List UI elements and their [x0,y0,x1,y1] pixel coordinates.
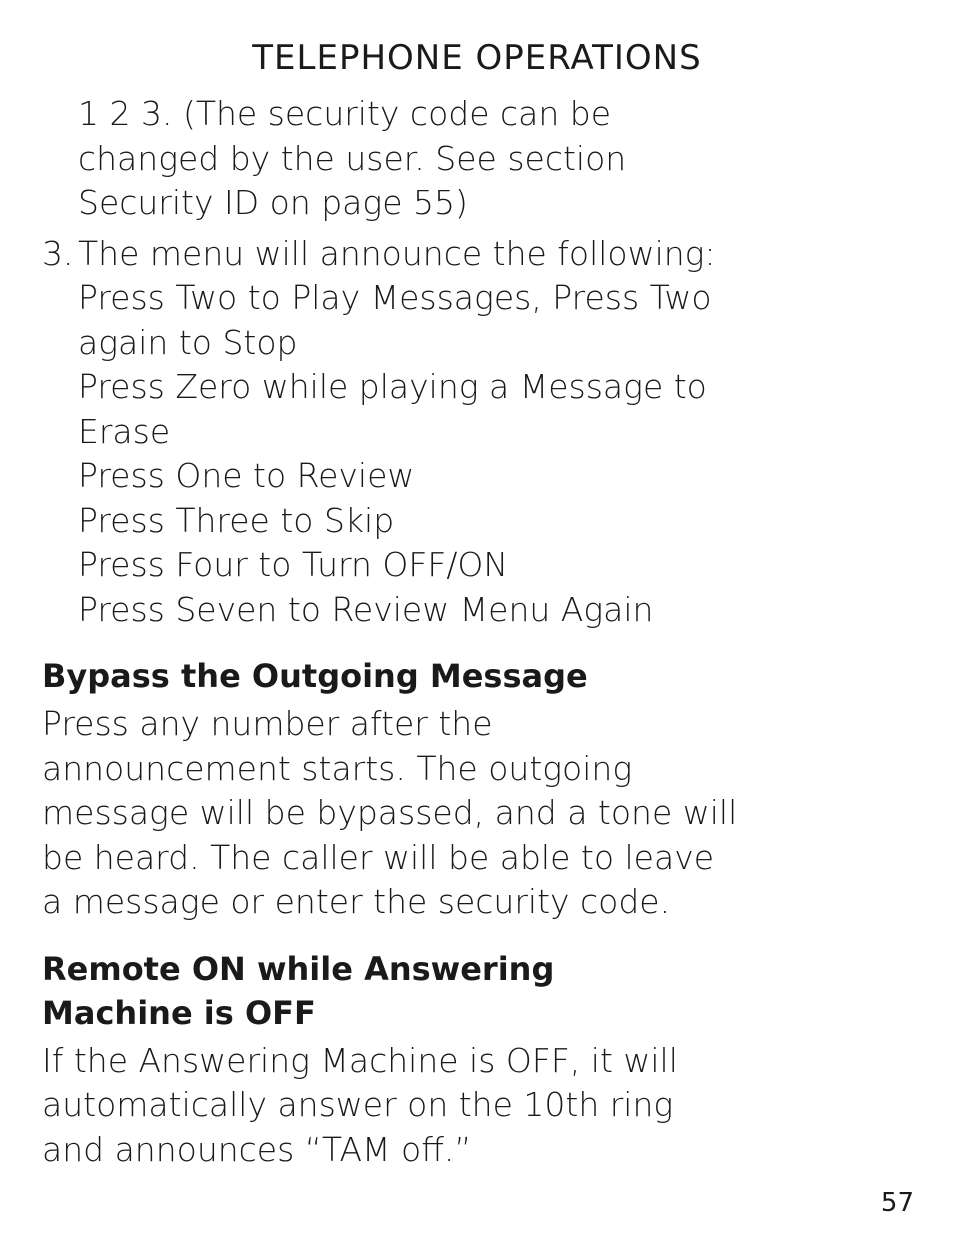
remote-line: If the Answering Machine is OFF, it will [42,1040,678,1080]
running-head: TELEPHONE OPERATIONS [252,38,702,78]
menu-line: Press Zero while playing a Message to [78,367,707,406]
menu-line: again to Stop [78,322,298,362]
remote-heading: Machine is OFF [42,993,316,1032]
bypass-heading: Bypass the Outgoing Message [42,657,588,695]
page-number: 57 [880,1188,914,1218]
page-content [42,92,738,1172]
step-2-continuation [42,92,662,226]
menu-line: Press One to Review [78,456,415,495]
menu-line: Erase [78,411,171,451]
remote-heading: Remote ON while Answering [42,949,555,988]
step-3 [42,232,716,633]
bypass-line: message will be bypassed, and a tone will [42,793,738,832]
menu-line: Press Seven to Review Menu Again [78,589,654,629]
remote-line: automatically answer on the 10th ring [42,1085,674,1124]
bypass-section [42,654,738,925]
step-2-line: Security ID on page 55) [78,183,468,222]
menu-line: Press Four to Turn OFF/ON [78,545,509,584]
bypass-line: be heard. The caller will be able to leave [42,837,715,877]
bypass-line: Press any number after the [42,704,493,743]
bypass-body [42,702,738,925]
menu-line: Press Three to Skip [78,500,395,540]
remote-body [42,1039,678,1173]
remote-line: and announces “TAM off.” [42,1129,472,1169]
bypass-line: a message or enter the security code. [42,882,671,921]
remote-section [42,947,678,1173]
step-3-number: 3. [42,233,74,273]
step-2-line: changed by the user. See section [78,138,627,178]
bypass-line: announcement starts. The outgoing [42,748,633,788]
step-3-first-line: The menu will announce the following: [78,233,716,273]
step-2-line: 1 2 3. (The security code can be [78,94,612,133]
menu-line: Press Two to Play Messages, Press Two [78,278,712,317]
